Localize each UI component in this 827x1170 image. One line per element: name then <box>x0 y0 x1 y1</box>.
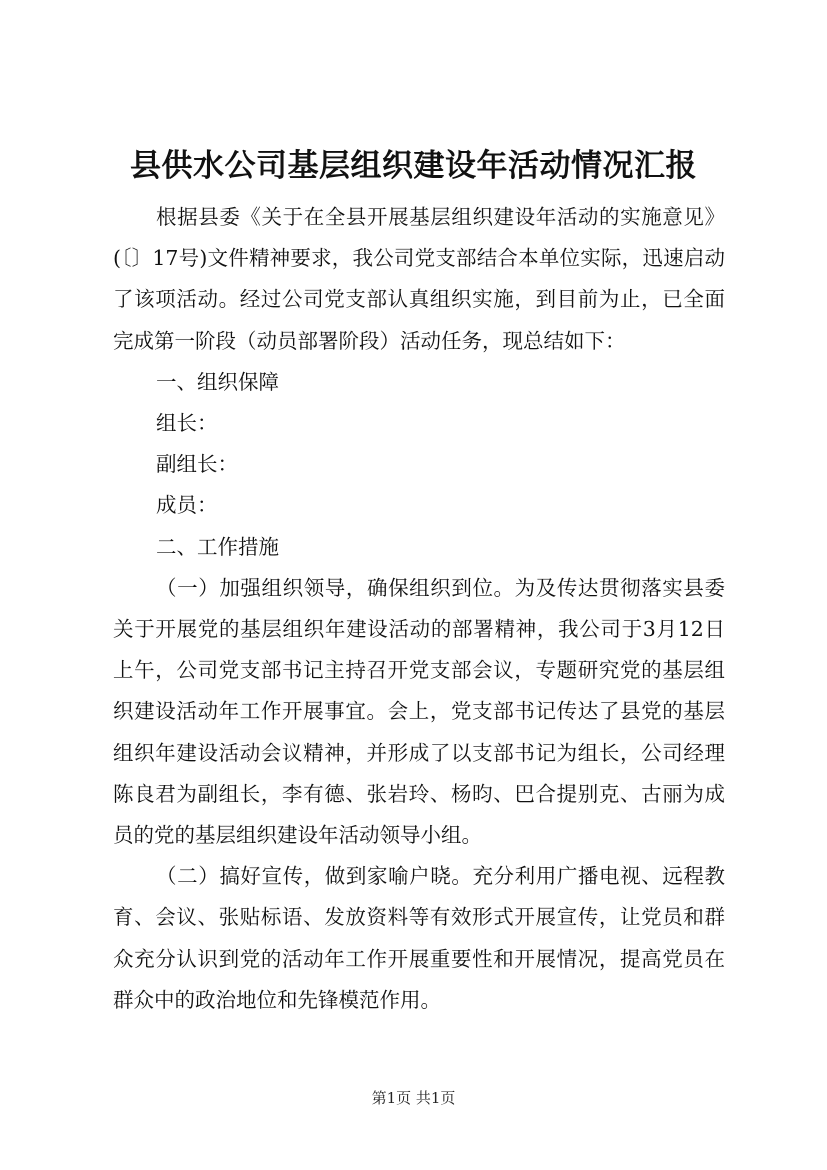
members-line: 成员： <box>156 493 218 518</box>
deputy-leader-line: 副组长： <box>156 452 239 477</box>
leader-line: 组长： <box>156 411 218 436</box>
measure-paragraph-1: （一）加强组织领导，确保组织到位。为及传达贯彻落实县委关于开展党的基层组织年建设活动的部署精神，我公司于3月12日上午，公司党支部书记主持召开党支部会议，专题研究党的基层组织建设活动年工作开展事宜。会上，党支部书记传达了县党的基层组织年建设活动会议精神，并形成了以支部书记为组长，公司经理陈良君为副组长，李有德、张岩玲、杨昀、巴合提别克、古丽为成员的党的基层组织建设年活动领导小组。 <box>113 575 725 848</box>
document-body <box>113 197 725 1021</box>
page-footer: 第1页 共1页 <box>371 1089 456 1107</box>
section-heading-organization: 一、组织保障 <box>156 369 280 394</box>
section-heading-measures: 二、工作措施 <box>156 534 280 559</box>
document-title: 县供水公司基层组织建设年活动情况汇报 <box>130 148 697 184</box>
intro-paragraph: 根据县委《关于在全县开展基层组织建设年活动的实施意见》(〔〕17号)文件精神要求，我公司党支部结合本单位实际，迅速启动了该项活动。经过公司党支部认真组织实施，到目前为止，已全面完成第一阶段（动员部署阶段）活动任务，现总结如下： <box>113 205 725 353</box>
measure-paragraph-2: （二）搞好宣传，做到家喻户晓。充分利用广播电视、远程教育、会议、张贴标语、发放资料等有效形式开展宣传，让党员和群众充分认识到党的活动年工作开展重要性和开展情况，提高党员在群众中的政治地位和先锋模范作用。 <box>113 864 725 1012</box>
